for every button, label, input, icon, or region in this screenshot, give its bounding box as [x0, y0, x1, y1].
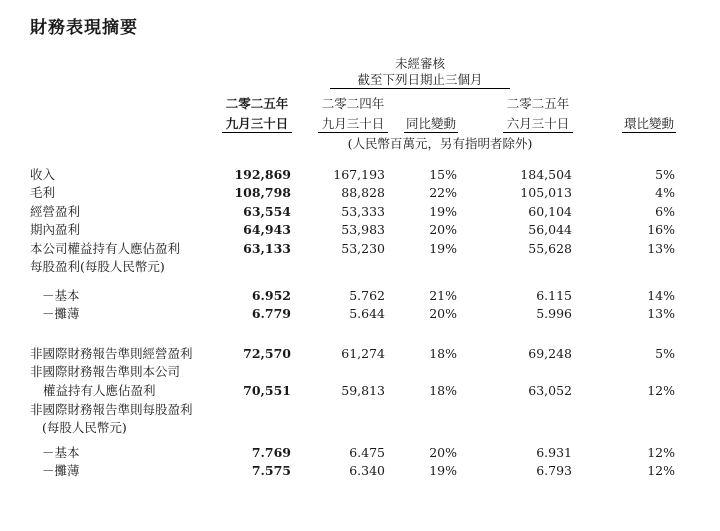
- table-cell-v2: 5.644: [349, 306, 385, 321]
- table-cell-v1: 63,133: [243, 241, 291, 256]
- table-cell-v2: 53,983: [341, 222, 385, 237]
- table-cell-v3: 20%: [429, 306, 457, 321]
- table-cell-v2: 6.340: [349, 463, 385, 478]
- col2-header-year: 二零二四年: [321, 96, 385, 111]
- row-label: －攤薄: [42, 463, 80, 478]
- table-cell-v5: 5%: [655, 346, 675, 361]
- row-label: 毛利: [30, 185, 56, 200]
- table-cell-v4: 184,504: [520, 167, 572, 182]
- col4-header-year: 二零二五年: [506, 96, 570, 111]
- table-cell-v4: 56,044: [528, 222, 572, 237]
- table-cell-v4: 69,248: [528, 346, 572, 361]
- row-label: 非國際財務報告準則本公司: [30, 364, 181, 379]
- table-cell-v3: 19%: [429, 241, 457, 256]
- table-cell-v3: 20%: [429, 445, 457, 460]
- table-cell-v5: 4%: [655, 185, 675, 200]
- row-label: 權益持有人應佔盈利: [43, 383, 156, 398]
- table-cell-v1: 7.769: [251, 445, 291, 460]
- table-cell-v1: 72,570: [243, 346, 291, 361]
- table-cell-v5: 13%: [647, 306, 675, 321]
- table-cell-v4: 6.793: [536, 463, 572, 478]
- row-label: 本公司權益持有人應佔盈利: [30, 241, 181, 256]
- table-cell-v2: 5.762: [349, 288, 385, 303]
- table-cell-v1: 63,554: [243, 204, 291, 219]
- table-cell-v5: 12%: [647, 463, 675, 478]
- table-cell-v5: 13%: [647, 241, 675, 256]
- table-cell-v1: 108,798: [234, 185, 291, 200]
- table-cell-v4: 55,628: [528, 241, 572, 256]
- table-cell-v1: 64,943: [243, 222, 291, 237]
- row-label: 收入: [30, 167, 56, 182]
- table-cell-v2: 167,193: [333, 167, 385, 182]
- period-header: 截至下列日期止三個月: [330, 72, 510, 89]
- table-cell-v2: 53,333: [341, 204, 385, 219]
- table-cell-v4: 6.931: [536, 445, 572, 460]
- table-cell-v1: 6.952: [251, 288, 291, 303]
- col1-header-year: 二零二五年: [225, 96, 289, 111]
- table-cell-v3: 22%: [429, 185, 457, 200]
- page-title: 財務表現摘要: [30, 18, 138, 38]
- table-cell-v4: 63,052: [528, 383, 572, 398]
- table-cell-v2: 59,813: [341, 383, 385, 398]
- table-cell-v1: 7.575: [251, 463, 291, 478]
- table-cell-v5: 6%: [655, 204, 675, 219]
- table-cell-v2: 6.475: [349, 445, 385, 460]
- table-cell-v5: 12%: [647, 383, 675, 398]
- table-cell-v2: 61,274: [341, 346, 385, 361]
- row-label: －基本: [42, 288, 80, 303]
- table-cell-v5: 5%: [655, 167, 675, 182]
- col3-header: 同比變動: [405, 116, 456, 131]
- table-cell-v2: 88,828: [341, 185, 385, 200]
- table-cell-v4: 5.996: [536, 306, 572, 321]
- row-label: 非國際財務報告準則經營盈利: [30, 346, 193, 361]
- table-cell-v2: 53,230: [341, 241, 385, 256]
- row-label: (每股人民幣元): [42, 420, 127, 435]
- table-cell-v3: 20%: [429, 222, 457, 237]
- table-cell-v3: 21%: [429, 288, 457, 303]
- row-label: －攤薄: [42, 306, 80, 321]
- table-cell-v1: 6.779: [251, 306, 291, 321]
- col1-header-date: 九月三十日: [222, 116, 292, 133]
- row-label: 經營盈利: [30, 204, 81, 219]
- table-cell-v3: 15%: [429, 167, 457, 182]
- table-cell-v3: 18%: [429, 383, 457, 398]
- row-label: 非國際財務報告準則每股盈利: [30, 402, 193, 417]
- table-cell-v5: 12%: [647, 445, 675, 460]
- col5-header: 環比變動: [623, 116, 674, 131]
- row-label: 期內盈利: [30, 222, 81, 237]
- row-label: －基本: [42, 445, 80, 460]
- unit-note: (人民幣百萬元，另有指明者除外): [347, 136, 533, 151]
- table-cell-v3: 18%: [429, 346, 457, 361]
- table-cell-v1: 70,551: [243, 383, 291, 398]
- col4-header-date: 六月三十日: [503, 116, 573, 133]
- unaudited-header: 未經審核: [394, 56, 445, 71]
- row-label: 每股盈利(每股人民幣元): [30, 259, 165, 274]
- table-cell-v5: 16%: [647, 222, 675, 237]
- table-cell-v3: 19%: [429, 204, 457, 219]
- table-cell-v1: 192,869: [234, 167, 291, 182]
- table-cell-v4: 60,104: [528, 204, 572, 219]
- col2-header-date: 九月三十日: [318, 116, 388, 133]
- table-cell-v4: 105,013: [520, 185, 572, 200]
- table-cell-v5: 14%: [647, 288, 675, 303]
- table-cell-v3: 19%: [429, 463, 457, 478]
- table-cell-v4: 6.115: [536, 288, 572, 303]
